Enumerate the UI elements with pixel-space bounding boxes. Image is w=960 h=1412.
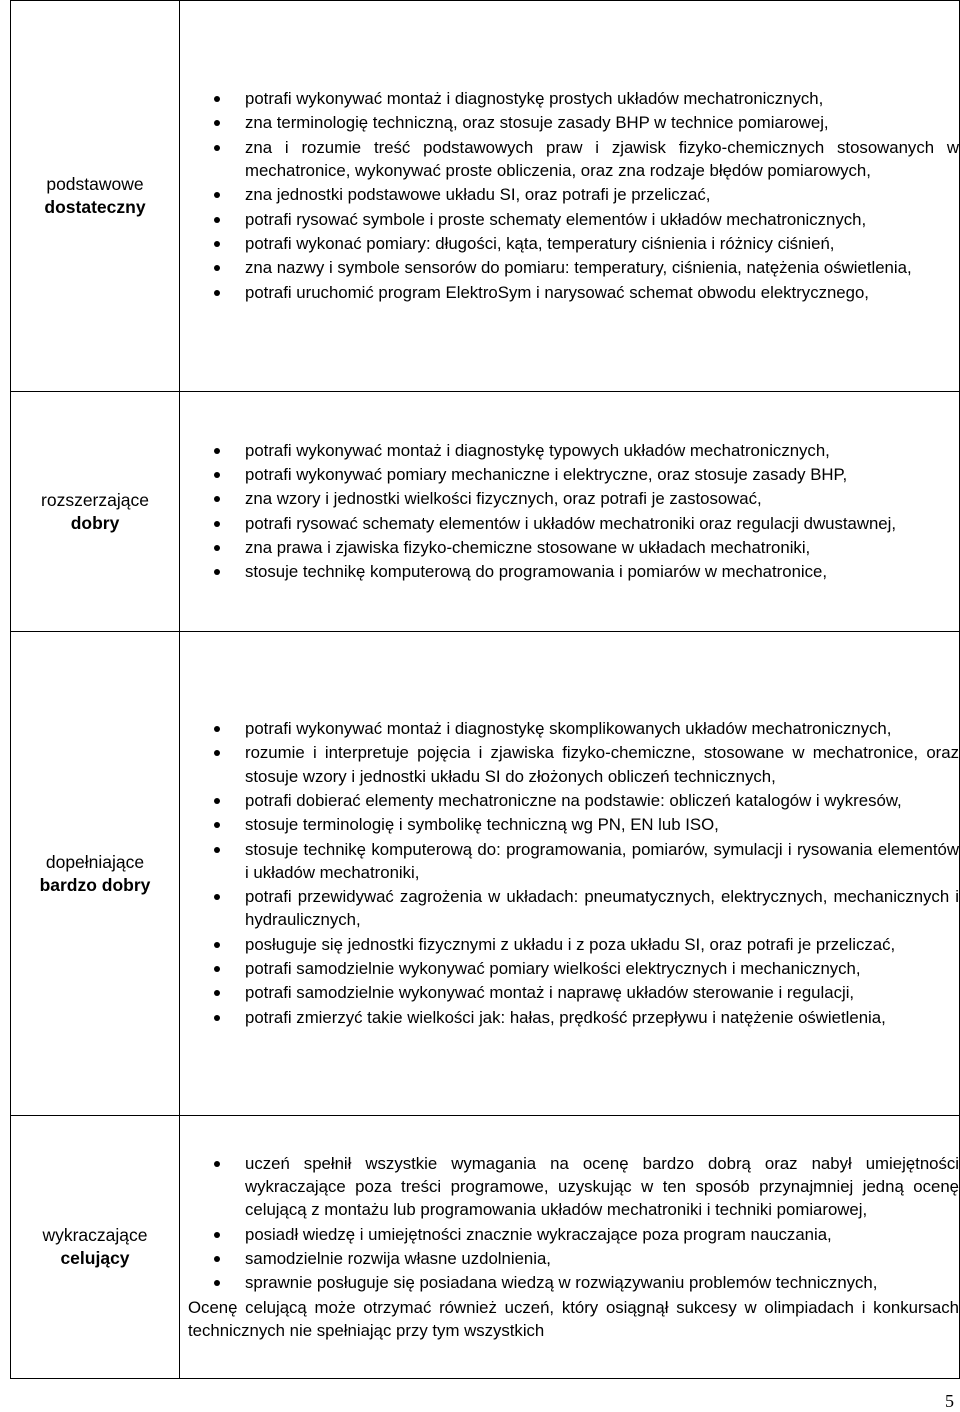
level-cell xyxy=(11,1116,180,1379)
list-item: sprawnie posługuje się posiadana wiedzą w rozwiązywaniu problemów technicznych, xyxy=(180,1271,959,1294)
list-item: uczeń spełnił wszystkie wymagania na ocenę bardzo dobrą oraz nabył umiejętności wykraczające poza treści programowe, uzyskując w ten sposób przynajmniej jedną ocenę celującą z montażu lub programowania układów mechatroniki i techniki pomiarowej, xyxy=(180,1152,959,1222)
bullet-icon xyxy=(214,265,220,271)
table-row xyxy=(11,1,960,392)
criteria-list xyxy=(180,439,959,584)
bullet-icon xyxy=(214,569,220,575)
level-cell xyxy=(11,392,180,632)
bullet-icon xyxy=(214,192,220,198)
list-item: zna nazwy i symbole sensorów do pomiaru: temperatury, ciśnienia, natężenia oświetlenia, xyxy=(180,256,959,279)
page-number: 5 xyxy=(945,1391,954,1411)
list-item: stosuje terminologię i symbolikę techniczną wg PN, EN lub ISO, xyxy=(180,813,959,836)
level-label: wykraczające xyxy=(42,1225,148,1245)
grade-label: celujący xyxy=(60,1248,130,1268)
criteria-list xyxy=(180,717,959,1029)
table-row xyxy=(11,1116,960,1379)
bullet-icon xyxy=(214,1161,220,1167)
list-item: potrafi wykonywać montaż i diagnostykę skomplikowanych układów mechatronicznych, xyxy=(180,717,959,740)
grade-label: dostateczny xyxy=(44,197,146,217)
list-item: posługuje się jednostki fizycznymi z układu i z poza układu SI, oraz potrafi je przeliczać, xyxy=(180,933,959,956)
list-item: potrafi dobierać elementy mechatroniczne na podstawie: obliczeń katalogów i wykresów, xyxy=(180,789,959,812)
list-item: rozumie i interpretuje pojęcia i zjawiska fizyko-chemiczne, stosowane w mechatronice, oraz stosuje wzory i jednostki układu SI do złożonych obliczeń technicznych, xyxy=(180,741,959,788)
list-item: zna terminologię techniczną, oraz stosuje zasady BHP w technice pomiarowej, xyxy=(180,111,959,134)
bullet-icon xyxy=(214,290,220,296)
list-item: posiadł wiedzę i umiejętności znacznie wykraczające poza program nauczania, xyxy=(180,1223,959,1246)
list-item: zna i rozumie treść podstawowych praw i zjawisk fizyko-chemicznych stosowanych w mechatronice, wykonywać proste obliczenia, oraz zna rodzaje błędów pomiarowych, xyxy=(180,136,959,183)
level-cell xyxy=(11,1,180,392)
bullet-icon xyxy=(214,145,220,151)
list-item: potrafi wykonywać pomiary mechaniczne i elektryczne, oraz stosuje zasady BHP, xyxy=(180,463,959,486)
bullet-icon xyxy=(214,448,220,454)
criteria-list xyxy=(180,1152,959,1295)
bullet-icon xyxy=(214,822,220,828)
list-item: stosuje technikę komputerową do: programowania, pomiarów, symulacji i rysowania elementów i układów mechatroniki, xyxy=(180,838,959,885)
criteria-cell xyxy=(180,632,960,1116)
criteria-list xyxy=(180,87,959,304)
bullet-icon xyxy=(214,1232,220,1238)
list-item: stosuje technikę komputerową do programowania i pomiarów w mechatronice, xyxy=(180,560,959,583)
criteria-cell xyxy=(180,1,960,392)
criteria-cell xyxy=(180,392,960,632)
list-item: potrafi wykonać pomiary: długości, kąta, temperatury ciśnienia i różnicy ciśnień, xyxy=(180,232,959,255)
level-label: dopełniające xyxy=(45,851,145,872)
table-row xyxy=(11,632,960,1116)
list-item: zna prawa i zjawiska fizyko-chemiczne stosowane w układach mechatroniki, xyxy=(180,536,959,559)
list-item: potrafi rysować schematy elementów i układów mechatroniki oraz regulacji dwustawnej, xyxy=(180,512,959,535)
bullet-icon xyxy=(214,472,220,478)
list-item: zna wzory i jednostki wielkości fizycznych, oraz potrafi je zastosować, xyxy=(180,487,959,510)
bullet-icon xyxy=(214,241,220,247)
bullet-icon xyxy=(214,120,220,126)
list-item: potrafi rysować symbole i proste schematy elementów i układów mechatronicznych, xyxy=(180,208,959,231)
list-item: samodzielnie rozwija własne uzdolnienia, xyxy=(180,1247,959,1270)
level-cell xyxy=(11,632,180,1116)
list-item: potrafi wykonywać montaż i diagnostykę prostych układów mechatronicznych, xyxy=(180,87,959,110)
table-row xyxy=(11,392,960,632)
list-item: potrafi przewidywać zagrożenia w układach: pneumatycznych, elektrycznych, mechanicznych i hydraulicznych, xyxy=(180,885,959,932)
bullet-icon xyxy=(214,990,220,996)
list-item: potrafi samodzielnie wykonywać pomiary wielkości elektrycznych i mechanicznych, xyxy=(180,957,959,980)
grade-label: dobry xyxy=(70,512,120,533)
list-item: potrafi zmierzyć takie wielkości jak: hałas, prędkość przepływu i natężenie oświetlenia, xyxy=(180,1006,959,1029)
bullet-icon xyxy=(214,1015,220,1021)
list-item: potrafi samodzielnie wykonywać montaż i naprawę układów sterowanie i regulacji, xyxy=(180,981,959,1004)
criteria-cell xyxy=(180,1116,960,1379)
grade-label: bardzo dobry xyxy=(39,874,151,895)
bullet-icon xyxy=(214,1256,220,1262)
bullet-icon xyxy=(214,726,220,732)
list-item: zna jednostki podstawowe układu SI, oraz potrafi je przeliczać, xyxy=(180,183,959,206)
level-label: rozszerzające xyxy=(41,489,149,510)
bullet-icon xyxy=(214,521,220,527)
requirements-table xyxy=(10,0,960,1379)
bullet-icon xyxy=(214,545,220,551)
bullet-icon xyxy=(214,96,220,102)
bullet-icon xyxy=(214,798,220,804)
list-item: potrafi uruchomić program ElektroSym i narysować schemat obwodu elektrycznego, xyxy=(180,281,959,304)
celujacy-note: Ocenę celującą może otrzymać również uczeń, który osiągnął sukcesy w olimpiadach i konkursach technicznych nie spełniając przy tym wszystkich xyxy=(188,1297,959,1340)
bullet-icon xyxy=(214,750,220,756)
bullet-icon xyxy=(214,847,220,853)
list-item: potrafi wykonywać montaż i diagnostykę typowych układów mechatronicznych, xyxy=(180,439,959,462)
bullet-icon xyxy=(214,496,220,502)
bullet-icon xyxy=(214,894,220,900)
bullet-icon xyxy=(214,217,220,223)
level-label: podstawowe xyxy=(46,174,144,194)
bullet-icon xyxy=(214,1280,220,1286)
bullet-icon xyxy=(214,966,220,972)
bullet-icon xyxy=(214,942,220,948)
